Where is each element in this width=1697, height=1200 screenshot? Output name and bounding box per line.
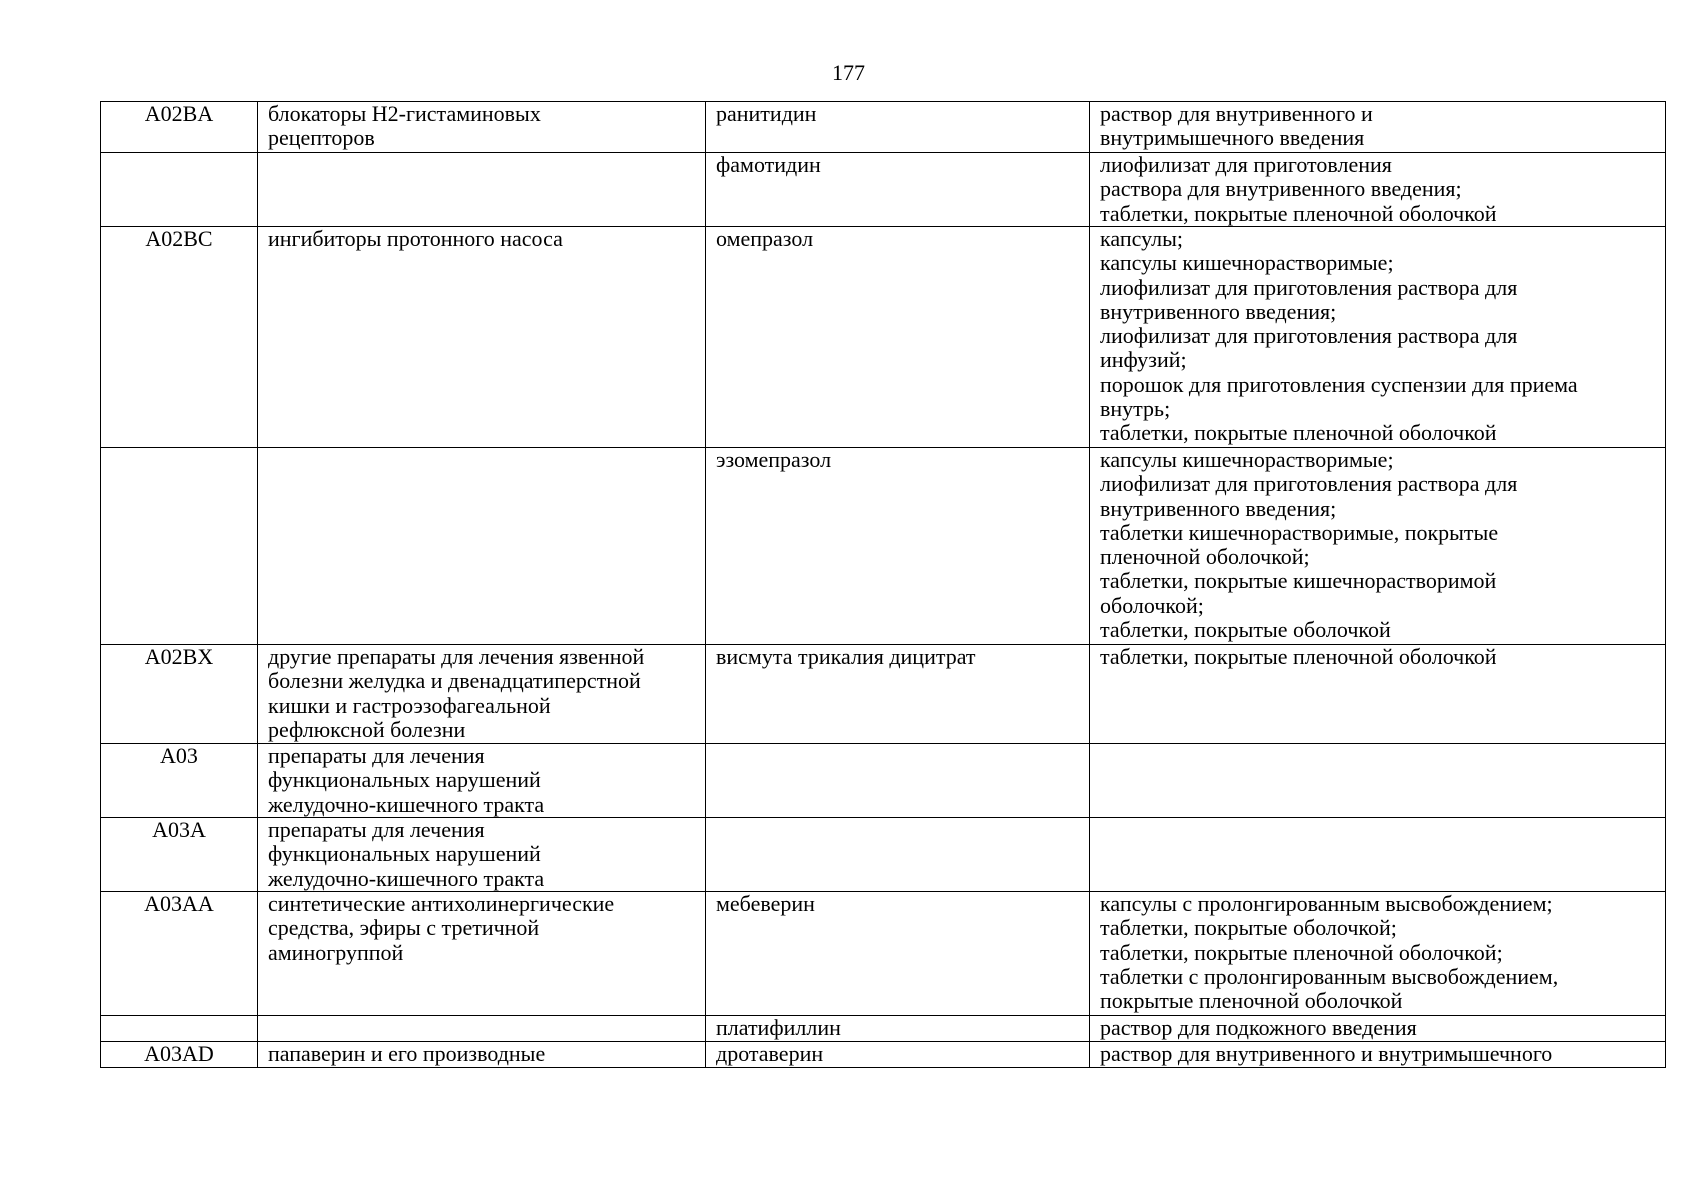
dosage-form-cell: капсулы; капсулы кишечнорастворимые; лиофилизат для приготовления раствора для внутривенного введения; лиофилизат для приготовления раствора для инфузий; порошок для приготовления суспензии для приема внутрь; таблетки, покрытые пленочной оболочкой	[1090, 227, 1666, 448]
atc-code-cell: A03AD	[101, 1042, 258, 1068]
group-cell	[258, 153, 706, 227]
table-row	[101, 1042, 1666, 1068]
table-row	[101, 892, 1666, 1016]
drug-name-cell: фамотидин	[706, 153, 1090, 227]
drug-table	[100, 101, 1666, 1068]
drug-name-cell: дротаверин	[706, 1042, 1090, 1068]
atc-code-cell	[101, 1016, 258, 1042]
drug-name-cell: эзомепразол	[706, 448, 1090, 645]
atc-code-cell	[101, 448, 258, 645]
drug-name-cell: ранитидин	[706, 102, 1090, 153]
page-number: 177	[832, 60, 865, 85]
group-cell: препараты для лечения функциональных нарушений желудочно-кишечного тракта	[258, 744, 706, 818]
drug-name-cell	[706, 744, 1090, 818]
dosage-form-cell: капсулы кишечнорастворимые; лиофилизат для приготовления раствора для внутривенного введения; таблетки кишечнорастворимые, покрытые пленочной оболочкой; таблетки, покрытые кишечнорастворимой оболочкой; таблетки, покрытые оболочкой	[1090, 448, 1666, 645]
table-row	[101, 153, 1666, 227]
drug-name-cell	[706, 818, 1090, 892]
group-cell: другие препараты для лечения язвенной болезни желудка и двенадцатиперстной кишки и гастроэзофагеальной рефлюксной болезни	[258, 645, 706, 744]
atc-code-cell: A02BX	[101, 645, 258, 744]
group-cell: блокаторы H2-гистаминовых рецепторов	[258, 102, 706, 153]
table-row	[101, 645, 1666, 744]
drug-name-cell: мебеверин	[706, 892, 1090, 1016]
dosage-form-cell: лиофилизат для приготовления раствора для внутривенного введения; таблетки, покрытые пленочной оболочкой	[1090, 153, 1666, 227]
dosage-form-cell	[1090, 818, 1666, 892]
group-cell: препараты для лечения функциональных нарушений желудочно-кишечного тракта	[258, 818, 706, 892]
dosage-form-cell: капсулы с пролонгированным высвобождением; таблетки, покрытые оболочкой; таблетки, покрытые пленочной оболочкой; таблетки с пролонгированным высвобождением, покрытые пленочной оболочкой	[1090, 892, 1666, 1016]
group-cell: синтетические антихолинергические средства, эфиры с третичной аминогруппой	[258, 892, 706, 1016]
atc-code-cell	[101, 153, 258, 227]
dosage-form-cell: таблетки, покрытые пленочной оболочкой	[1090, 645, 1666, 744]
table-row	[101, 448, 1666, 645]
atc-code-cell: A03	[101, 744, 258, 818]
group-cell	[258, 1016, 706, 1042]
table-row	[101, 1016, 1666, 1042]
group-cell: ингибиторы протонного насоса	[258, 227, 706, 448]
dosage-form-cell: раствор для внутривенного и внутримышечного	[1090, 1042, 1666, 1068]
dosage-form-cell: раствор для внутривенного и внутримышечного введения	[1090, 102, 1666, 153]
drug-name-cell: висмута трикалия дицитрат	[706, 645, 1090, 744]
table-row	[101, 227, 1666, 448]
drug-name-cell: платифиллин	[706, 1016, 1090, 1042]
dosage-form-cell	[1090, 744, 1666, 818]
atc-code-cell: A03A	[101, 818, 258, 892]
atc-code-cell: A02BA	[101, 102, 258, 153]
table-row	[101, 102, 1666, 153]
table-row	[101, 818, 1666, 892]
group-cell: папаверин и его производные	[258, 1042, 706, 1068]
dosage-form-cell: раствор для подкожного введения	[1090, 1016, 1666, 1042]
atc-code-cell: A02BC	[101, 227, 258, 448]
atc-code-cell: A03AA	[101, 892, 258, 1016]
drug-name-cell: омепразол	[706, 227, 1090, 448]
table-row	[101, 744, 1666, 818]
group-cell	[258, 448, 706, 645]
